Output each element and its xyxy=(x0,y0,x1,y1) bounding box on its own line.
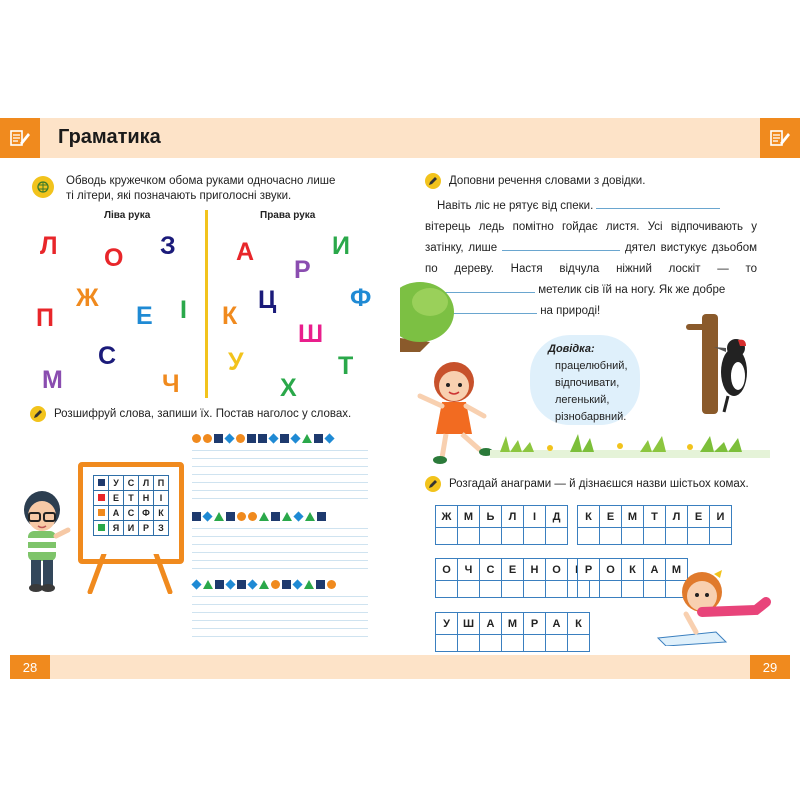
letter-right[interactable]: Р xyxy=(294,256,311,284)
letter-left[interactable]: З xyxy=(160,232,176,260)
anagram-answer-cell[interactable] xyxy=(567,634,590,652)
hint-word: різнобарвний. xyxy=(555,411,627,423)
anagram-answer-cell[interactable] xyxy=(457,634,480,652)
code-symbol xyxy=(215,580,224,589)
anagram-letter-cell: Е xyxy=(501,558,524,581)
grid-cell: А xyxy=(109,506,124,521)
letter-right[interactable]: Ф xyxy=(350,284,372,312)
code-symbols-row-3 xyxy=(192,580,336,589)
anagram-letter-cell: Е xyxy=(599,505,622,528)
code-symbols-row-2 xyxy=(192,512,326,521)
pencil-icon xyxy=(768,126,792,150)
anagram-letter-cell: У xyxy=(435,612,458,635)
task3-instruction: Доповни речення словами з довідки. xyxy=(449,175,646,187)
hint-word: працелюбний, xyxy=(555,360,628,372)
anagram-answer-cell[interactable] xyxy=(621,580,644,598)
anagram-answer-cell[interactable] xyxy=(435,634,458,652)
tree-illustration xyxy=(400,282,456,372)
code-symbol xyxy=(214,434,223,443)
code-symbol xyxy=(225,579,235,589)
task1-instruction: Обводь кружечком обома руками одночасно лише ті літери, які позначають приголосні звуки. xyxy=(66,175,336,202)
code-symbol xyxy=(237,580,246,589)
grid-cell: Ф xyxy=(139,506,154,521)
anagram-answer-cell[interactable] xyxy=(599,580,622,598)
letter-right[interactable]: У xyxy=(228,348,244,376)
hint-title: Довідка: xyxy=(548,343,595,355)
sentence-5: на природі! xyxy=(540,305,601,317)
anagram-answer-cell[interactable] xyxy=(599,527,622,545)
anagram-letter-cell: А xyxy=(643,558,666,581)
anagram-letter-cell: С xyxy=(479,558,502,581)
code-symbol xyxy=(203,580,213,589)
grid-row xyxy=(94,491,169,506)
anagram-letter-cell: Ж xyxy=(435,505,458,528)
anagram-letter-cell: Ш xyxy=(457,612,480,635)
anagram-letter-cell: Ч xyxy=(457,558,480,581)
anagram-letters xyxy=(578,505,732,528)
grid-row xyxy=(94,506,169,521)
anagram-answer-cell[interactable] xyxy=(545,580,568,598)
blank-1[interactable] xyxy=(596,208,720,209)
letter-right[interactable]: К xyxy=(222,302,238,330)
anagram-answer-cell[interactable] xyxy=(523,580,546,598)
code-symbol xyxy=(293,511,303,521)
anagram-letter-cell: М xyxy=(501,612,524,635)
anagram-answer-cell[interactable] xyxy=(687,527,710,545)
anagram-answer-cell[interactable] xyxy=(665,527,688,545)
code-symbol xyxy=(317,512,326,521)
grid-cell: С xyxy=(124,506,139,521)
writing-lines-3 xyxy=(192,596,368,644)
code-symbol xyxy=(316,580,325,589)
letter-left[interactable]: Ч xyxy=(162,370,180,398)
code-symbol xyxy=(248,512,257,521)
code-symbol xyxy=(304,580,314,589)
grid-cell: Т xyxy=(124,491,139,506)
anagram-letter-cell: Е xyxy=(687,505,710,528)
code-symbol xyxy=(292,579,302,589)
fill-in-sentences xyxy=(425,196,757,322)
girl-reading-illustration xyxy=(656,566,776,646)
code-symbol xyxy=(259,580,269,589)
code-symbol xyxy=(192,434,201,443)
code-symbol xyxy=(247,579,257,589)
hint-word: відпочивати, xyxy=(555,377,620,389)
pencil-tab-right xyxy=(760,118,800,158)
letter-left[interactable]: П xyxy=(36,304,54,332)
code-symbol xyxy=(203,434,212,443)
code-symbol xyxy=(258,434,267,443)
anagram-letters xyxy=(436,612,590,635)
anagram-letters xyxy=(436,558,590,581)
code-symbol xyxy=(271,512,280,521)
anagram-letter-cell: М xyxy=(665,558,688,581)
anagram-answer-cell[interactable] xyxy=(523,634,546,652)
code-symbol xyxy=(327,580,336,589)
code-symbol xyxy=(237,512,246,521)
grid-cell: І xyxy=(154,491,169,506)
code-symbol xyxy=(191,579,201,589)
grid-row xyxy=(94,521,169,536)
anagram-answer-cells[interactable] xyxy=(578,527,732,545)
anagram-answer-cell[interactable] xyxy=(457,580,480,598)
letter-right[interactable]: Ш xyxy=(298,320,324,348)
anagram-letter-cell: Л xyxy=(501,505,524,528)
pencil-task-icon xyxy=(30,406,46,422)
code-symbol xyxy=(324,433,334,443)
letter-right[interactable]: Х xyxy=(280,374,297,402)
code-symbol xyxy=(202,511,212,521)
anagram-answer-cell[interactable] xyxy=(523,527,546,545)
task4-instruction: Розгадай анаграми — й дізнаєшся назви шістьох комах. xyxy=(449,478,749,490)
sentence-2: вітерець ледь помітно гойдає листя. Усі відпочивають у затінку, лише xyxy=(425,221,757,254)
anagram-answer-cell[interactable] xyxy=(643,527,666,545)
letter-left[interactable]: С xyxy=(98,342,117,370)
easel-legs xyxy=(84,554,176,594)
pencil-task-icon xyxy=(425,173,441,189)
anagram-letter-cell: О xyxy=(435,558,458,581)
anagram-letter-cell: Ь xyxy=(479,505,502,528)
code-symbol xyxy=(192,512,201,521)
anagram-answer-cell[interactable] xyxy=(479,634,502,652)
page-number-left: 28 xyxy=(10,655,50,679)
grid-cell: Р xyxy=(139,521,154,536)
grid-cell: К xyxy=(154,506,169,521)
anagram-answer-cell[interactable] xyxy=(621,527,644,545)
anagram-letter-cell: К xyxy=(621,558,644,581)
anagram-answer-cell[interactable] xyxy=(501,527,524,545)
grid-cell: Е xyxy=(109,491,124,506)
anagram-letter-cell: Н xyxy=(523,558,546,581)
anagram-letter-cell: А xyxy=(479,612,502,635)
blank-2[interactable] xyxy=(502,250,620,251)
letter-left[interactable]: М xyxy=(42,366,63,394)
anagram-answer-cells[interactable] xyxy=(436,634,590,652)
right-hand-label: Права рука xyxy=(260,210,316,221)
grid-cell: И xyxy=(124,521,139,536)
anagram-letter-cell: А xyxy=(545,612,568,635)
boy-illustration xyxy=(12,488,72,596)
grid-cell: У xyxy=(109,476,124,491)
anagram-answer-cell[interactable] xyxy=(545,634,568,652)
anagram-letter-cell: Р xyxy=(577,558,600,581)
letter-grid xyxy=(93,475,169,536)
grid-cell: Н xyxy=(139,491,154,506)
anagram-letter-cell: О xyxy=(599,558,622,581)
letter-grid-board xyxy=(78,462,184,564)
grid-cell xyxy=(94,491,109,506)
hint-word: легенький, xyxy=(555,394,610,406)
anagram-answer-cell[interactable] xyxy=(577,527,600,545)
anagram-letter-cell: Р xyxy=(523,612,546,635)
letter-left[interactable]: О xyxy=(104,244,124,272)
anagram-answer-cells[interactable] xyxy=(436,580,590,598)
anagram-answer-cell[interactable] xyxy=(501,634,524,652)
header-bar-right xyxy=(400,118,790,158)
anagram-answer-cell[interactable] xyxy=(709,527,732,545)
grid-cell xyxy=(94,506,109,521)
pencil-task-icon xyxy=(425,476,441,492)
grid-cell: Я xyxy=(109,521,124,536)
page-number-right: 29 xyxy=(750,655,790,679)
anagram-answer-cell[interactable] xyxy=(545,527,568,545)
code-symbol xyxy=(314,434,323,443)
sentence-1: Навіть ліс не рятує від спеки. xyxy=(437,200,594,212)
code-symbol xyxy=(282,580,291,589)
anagram-letter-cell: Л xyxy=(665,505,688,528)
grass-strip xyxy=(490,432,770,458)
code-symbol xyxy=(280,434,289,443)
code-symbol xyxy=(305,512,315,521)
anagram-answer-cell[interactable] xyxy=(457,527,480,545)
anagram-answer-cells[interactable] xyxy=(436,527,568,545)
code-symbols-row-1 xyxy=(192,434,334,443)
letter-left[interactable]: Ж xyxy=(76,284,99,312)
anagram-letter-cell: М xyxy=(621,505,644,528)
anagram-answer-cell[interactable] xyxy=(577,580,600,598)
letter-right[interactable]: А xyxy=(236,238,255,266)
woodpecker-illustration xyxy=(684,314,764,418)
anagram-letters xyxy=(436,505,568,528)
code-symbol xyxy=(290,433,300,443)
anagram-answer-cell[interactable] xyxy=(479,580,502,598)
anagram-letter-cell: О xyxy=(545,558,568,581)
letter-left[interactable]: Л xyxy=(40,232,58,260)
page-title: Граматика xyxy=(58,126,161,148)
grid-cell xyxy=(94,521,109,536)
code-symbol xyxy=(226,512,235,521)
anagram-letter-cell: М xyxy=(457,505,480,528)
letter-right[interactable]: Т xyxy=(338,352,354,380)
letter-right[interactable]: Ц xyxy=(258,286,277,314)
anagram-letter-cell: К xyxy=(567,612,590,635)
hands-divider xyxy=(205,210,208,398)
grid-cell: П xyxy=(154,476,169,491)
footer-bar-left xyxy=(10,655,400,679)
anagram-answer-cell[interactable] xyxy=(435,580,458,598)
anagram-letter-cell: Д xyxy=(545,505,568,528)
code-symbol xyxy=(214,512,224,521)
anagram-answer-cell[interactable] xyxy=(479,527,502,545)
hint-words xyxy=(555,358,628,426)
pencil-tab-left xyxy=(0,118,40,158)
code-symbol xyxy=(302,434,312,443)
anagram-letter-cell: К xyxy=(577,505,600,528)
code-symbol xyxy=(268,433,278,443)
letter-left[interactable]: Е xyxy=(136,302,153,330)
anagram-answer-cell[interactable] xyxy=(435,527,458,545)
letter-right[interactable]: И xyxy=(332,232,350,260)
grid-row xyxy=(94,476,169,491)
pencil-icon xyxy=(8,126,32,150)
brain-task-icon xyxy=(32,176,54,198)
code-symbol xyxy=(259,512,269,521)
anagram-letter-cell: І xyxy=(523,505,546,528)
code-symbol xyxy=(271,580,280,589)
anagram-letter-cell: Т xyxy=(643,505,666,528)
sentence-4: метелик сів їй на ногу. Як же добре xyxy=(538,284,726,296)
code-symbol xyxy=(224,433,234,443)
grid-cell: З xyxy=(154,521,169,536)
sentence-3: дятел вистукує дзьобом по дереву. Настя відчула ніжний лоскіт — то xyxy=(425,242,757,275)
footer-bar-right xyxy=(400,655,790,679)
code-symbol xyxy=(236,434,245,443)
task2-instruction: Розшифруй слова, запиши їх. Постав наголос у словах. xyxy=(54,408,352,420)
anagram-letter-cell: И xyxy=(709,505,732,528)
writing-lines-1 xyxy=(192,450,368,506)
letter-left[interactable]: І xyxy=(180,296,187,324)
code-symbol xyxy=(247,434,256,443)
left-hand-label: Ліва рука xyxy=(104,210,151,221)
anagram-answer-cell[interactable] xyxy=(501,580,524,598)
writing-lines-2 xyxy=(192,528,368,576)
grid-cell xyxy=(94,476,109,491)
code-symbol xyxy=(282,512,292,521)
grid-cell: Л xyxy=(139,476,154,491)
grid-cell: С xyxy=(124,476,139,491)
